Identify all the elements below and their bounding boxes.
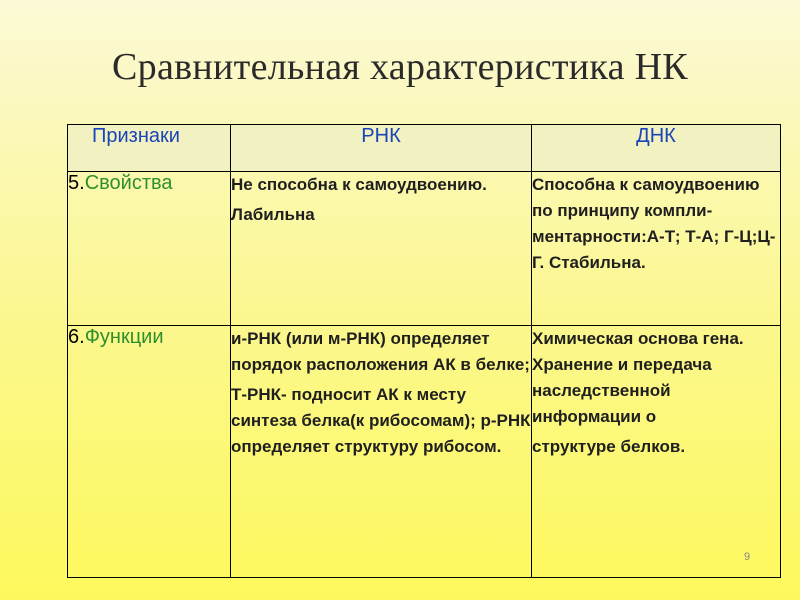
page-number: 9 (744, 551, 751, 563)
table-row (68, 172, 781, 326)
rna-text: Не способна к самоудвоению. (231, 175, 487, 194)
rna-cell (231, 172, 532, 326)
dna-text: Способна к самоудвоению по принципу компли-ментарности:А-Т; Т-А; Г-Ц;Ц-Г. Стабильна. (532, 175, 776, 272)
header-rna: РНК (231, 125, 532, 172)
row-number: 6. (68, 326, 85, 348)
rna-cell (231, 326, 532, 578)
row-label-text: Свойства (84, 172, 173, 194)
row-label-text: Функции (84, 326, 164, 348)
slide-title: Сравнительная характеристика НК (112, 46, 688, 88)
rna-text: и-РНК (или м-РНК) определяет порядок расположения АК в белке; (231, 329, 530, 374)
row-label (68, 326, 231, 578)
comparison-table (67, 124, 781, 578)
rna-text: Т-РНК- подносит АК к месту синтеза белка(к рибосомам); р-РНК определяет структуру рибосом. (231, 385, 531, 456)
dna-cell (532, 326, 781, 578)
rna-text: Лабильна (231, 205, 315, 224)
dna-text: Химическая основа гена. Хранение и передача наследственной информации о (532, 329, 744, 426)
dna-text: структуре белков. (532, 437, 686, 456)
row-label (68, 172, 231, 326)
row-number: 5. (68, 172, 85, 194)
header-dna: ДНК (532, 125, 781, 172)
header-features: Признаки (68, 125, 231, 172)
table-header-row (68, 125, 781, 172)
table-row (68, 326, 781, 578)
dna-cell (532, 172, 781, 326)
